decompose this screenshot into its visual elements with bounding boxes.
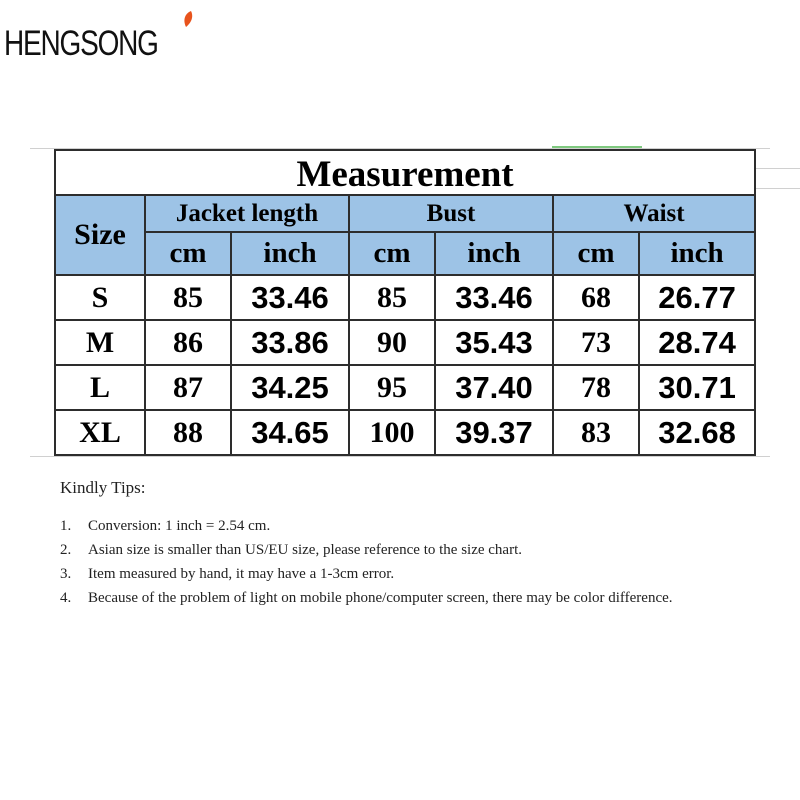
list-item: [60, 515, 760, 538]
jacket-inch-cell: 34.25: [231, 365, 349, 410]
size-chart: [54, 149, 754, 456]
size-header: Size: [55, 195, 145, 275]
waist-inch-cell: 30.71: [639, 365, 755, 410]
waist-inch-cell: 28.74: [639, 320, 755, 365]
tips-title: Kindly Tips:: [60, 478, 146, 497]
grid-line: [552, 146, 642, 148]
table-row: [55, 275, 755, 320]
jacket-cm-cell: 87: [145, 365, 231, 410]
leaf-icon: [182, 10, 196, 30]
size-label: M: [55, 320, 145, 365]
waist-cm-cell: 73: [553, 320, 639, 365]
group-header-bust: Bust: [349, 195, 553, 232]
tip-text: Item measured by hand, it may have a 1-3cm error.: [88, 566, 395, 582]
jacket-inch-cell: 33.86: [231, 320, 349, 365]
bust-cm-cell: 85: [349, 275, 435, 320]
bust-cm-cell: 90: [349, 320, 435, 365]
waist-inch-cell: 26.77: [639, 275, 755, 320]
bust-cm-cell: 95: [349, 365, 435, 410]
grid-line: [30, 456, 770, 457]
unit-header: inch: [435, 232, 553, 275]
unit-header: inch: [231, 232, 349, 275]
bust-inch-cell: 33.46: [435, 275, 553, 320]
waist-cm-cell: 68: [553, 275, 639, 320]
size-label: L: [55, 365, 145, 410]
list-item: [60, 539, 760, 562]
group-header-waist: Waist: [553, 195, 755, 232]
size-table: [54, 149, 756, 456]
group-header-jacket-length: Jacket length: [145, 195, 349, 232]
tip-text: Because of the problem of light on mobile phone/computer screen, there may be color difference.: [88, 590, 673, 606]
jacket-inch-cell: 33.46: [231, 275, 349, 320]
jacket-inch-cell: 34.65: [231, 410, 349, 455]
table-row: [55, 365, 755, 410]
tip-text: Asian size is smaller than US/EU size, please reference to the size chart.: [88, 542, 522, 558]
jacket-cm-cell: 88: [145, 410, 231, 455]
waist-inch-cell: 32.68: [639, 410, 755, 455]
list-number: 3.: [60, 566, 72, 582]
tips-list: [60, 515, 760, 610]
logo-text: HENGSONG: [4, 24, 158, 63]
unit-header: cm: [145, 232, 231, 275]
bust-cm-cell: 100: [349, 410, 435, 455]
size-label: XL: [55, 410, 145, 455]
unit-header: inch: [639, 232, 755, 275]
grid-line: [756, 188, 800, 189]
bust-inch-cell: 39.37: [435, 410, 553, 455]
table-row: [55, 320, 755, 365]
size-label: S: [55, 275, 145, 320]
waist-cm-cell: 78: [553, 365, 639, 410]
kindly-tips: [60, 478, 760, 611]
list-number: 2.: [60, 542, 72, 558]
jacket-cm-cell: 85: [145, 275, 231, 320]
list-item: [60, 563, 760, 586]
unit-header: cm: [553, 232, 639, 275]
list-number: 4.: [60, 590, 72, 606]
list-item: [60, 587, 760, 610]
table-title: Measurement: [55, 150, 755, 195]
grid-line: [756, 168, 800, 169]
table-row: [55, 410, 755, 455]
bust-inch-cell: 37.40: [435, 365, 553, 410]
list-number: 1.: [60, 518, 72, 534]
waist-cm-cell: 83: [553, 410, 639, 455]
tip-text: Conversion: 1 inch = 2.54 cm.: [88, 518, 271, 534]
unit-header: cm: [349, 232, 435, 275]
jacket-cm-cell: 86: [145, 320, 231, 365]
bust-inch-cell: 35.43: [435, 320, 553, 365]
